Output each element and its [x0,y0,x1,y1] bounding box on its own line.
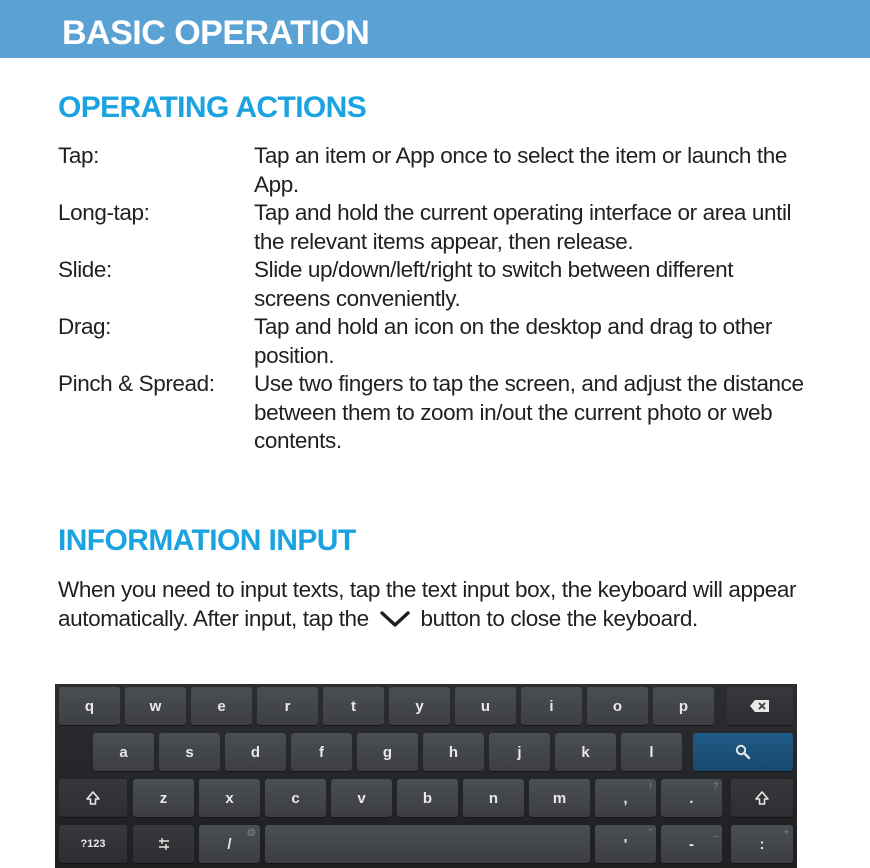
action-description: Use two fingers to tap the screen, and adjust the distance between them to zoom in/out the current photo or web contents. [254,371,804,453]
key-k[interactable]: k [555,733,616,771]
shift-key-right[interactable] [731,779,793,817]
key-period[interactable] [661,779,722,817]
onscreen-keyboard [55,684,797,868]
key-dash-alt: _ [712,827,718,837]
intro-text-after: button to close the keyboard. [420,605,698,631]
key-m[interactable]: m [529,779,590,817]
action-row [58,256,818,313]
key-comma-label: , [623,789,628,807]
key-i[interactable]: i [521,687,582,725]
header-bar [0,0,870,58]
backspace-icon [749,699,771,713]
action-row [58,313,818,370]
key-colon[interactable] [731,825,793,863]
action-description: Tap and hold an icon on the desktop and drag to other position. [254,314,772,368]
space-key[interactable] [265,825,590,863]
action-term: Slide: [58,257,112,282]
key-x[interactable]: x [199,779,260,817]
key-u[interactable]: u [455,687,516,725]
action-row [58,199,818,256]
action-description: Tap an item or App once to select the item or launch the App. [254,143,787,197]
key-comma[interactable] [595,779,656,817]
key-slash-label: / [227,835,232,853]
key-apostrophe[interactable] [595,825,656,863]
key-dash-label: - [689,835,694,853]
settings-icon [157,837,171,851]
key-f[interactable]: f [291,733,352,771]
intro-text-before: When you need to input texts, tap the text input box, the keyboard will appear automatically. After input, tap the [58,577,797,631]
operating-actions-list [58,142,818,456]
action-description: Slide up/down/left/right to switch between different screens conveniently. [254,257,734,311]
key-d[interactable]: d [225,733,286,771]
operating-actions-title: OPERATING ACTIONS [58,91,367,124]
backspace-key[interactable] [727,687,793,725]
action-term: Drag: [58,314,112,339]
page-title: BASIC OPERATION [62,14,370,52]
key-t[interactable]: t [323,687,384,725]
key-apostrophe-alt: " [648,827,652,837]
key-y[interactable]: y [389,687,450,725]
key-w[interactable]: w [125,687,186,725]
key-g[interactable]: g [357,733,418,771]
key-s[interactable]: s [159,733,220,771]
key-e[interactable]: e [191,687,252,725]
key-slash-alt: @ [246,827,256,837]
action-term: Tap: [58,143,99,168]
settings-key[interactable] [133,825,194,863]
key-slash[interactable] [199,825,260,863]
information-input-text [58,576,818,633]
key-comma-alt: ! [649,781,652,791]
key-h[interactable]: h [423,733,484,771]
key-colon-label: : [759,835,765,853]
key-b[interactable]: b [397,779,458,817]
shift-key-left[interactable] [59,779,127,817]
chevron-down-icon [379,607,411,625]
key-v[interactable]: v [331,779,392,817]
symbols-key[interactable]: ?123 [59,825,127,863]
key-a[interactable]: a [93,733,154,771]
action-row [58,370,818,456]
key-r[interactable]: r [257,687,318,725]
shift-icon [85,790,101,806]
action-row [58,142,818,199]
key-j[interactable]: j [489,733,550,771]
key-dash[interactable] [661,825,722,863]
action-term: Long-tap: [58,200,150,225]
key-period-label: . [689,789,694,807]
shift-icon [754,790,770,806]
key-n[interactable]: n [463,779,524,817]
key-o[interactable]: o [587,687,648,725]
key-colon-alt: + [783,827,789,837]
search-icon [735,744,751,760]
action-term: Pinch & Spread: [58,371,215,396]
key-q[interactable]: q [59,687,120,725]
key-period-alt: ? [712,781,718,791]
key-l[interactable]: l [621,733,682,771]
information-input-title: INFORMATION INPUT [58,524,356,557]
key-z[interactable]: z [133,779,194,817]
key-c[interactable]: c [265,779,326,817]
action-description: Tap and hold the current operating interface or area until the relevant items appear, then release. [254,200,792,254]
key-p[interactable]: p [653,687,714,725]
search-key[interactable] [693,733,793,771]
key-apostrophe-label: ' [623,835,628,853]
